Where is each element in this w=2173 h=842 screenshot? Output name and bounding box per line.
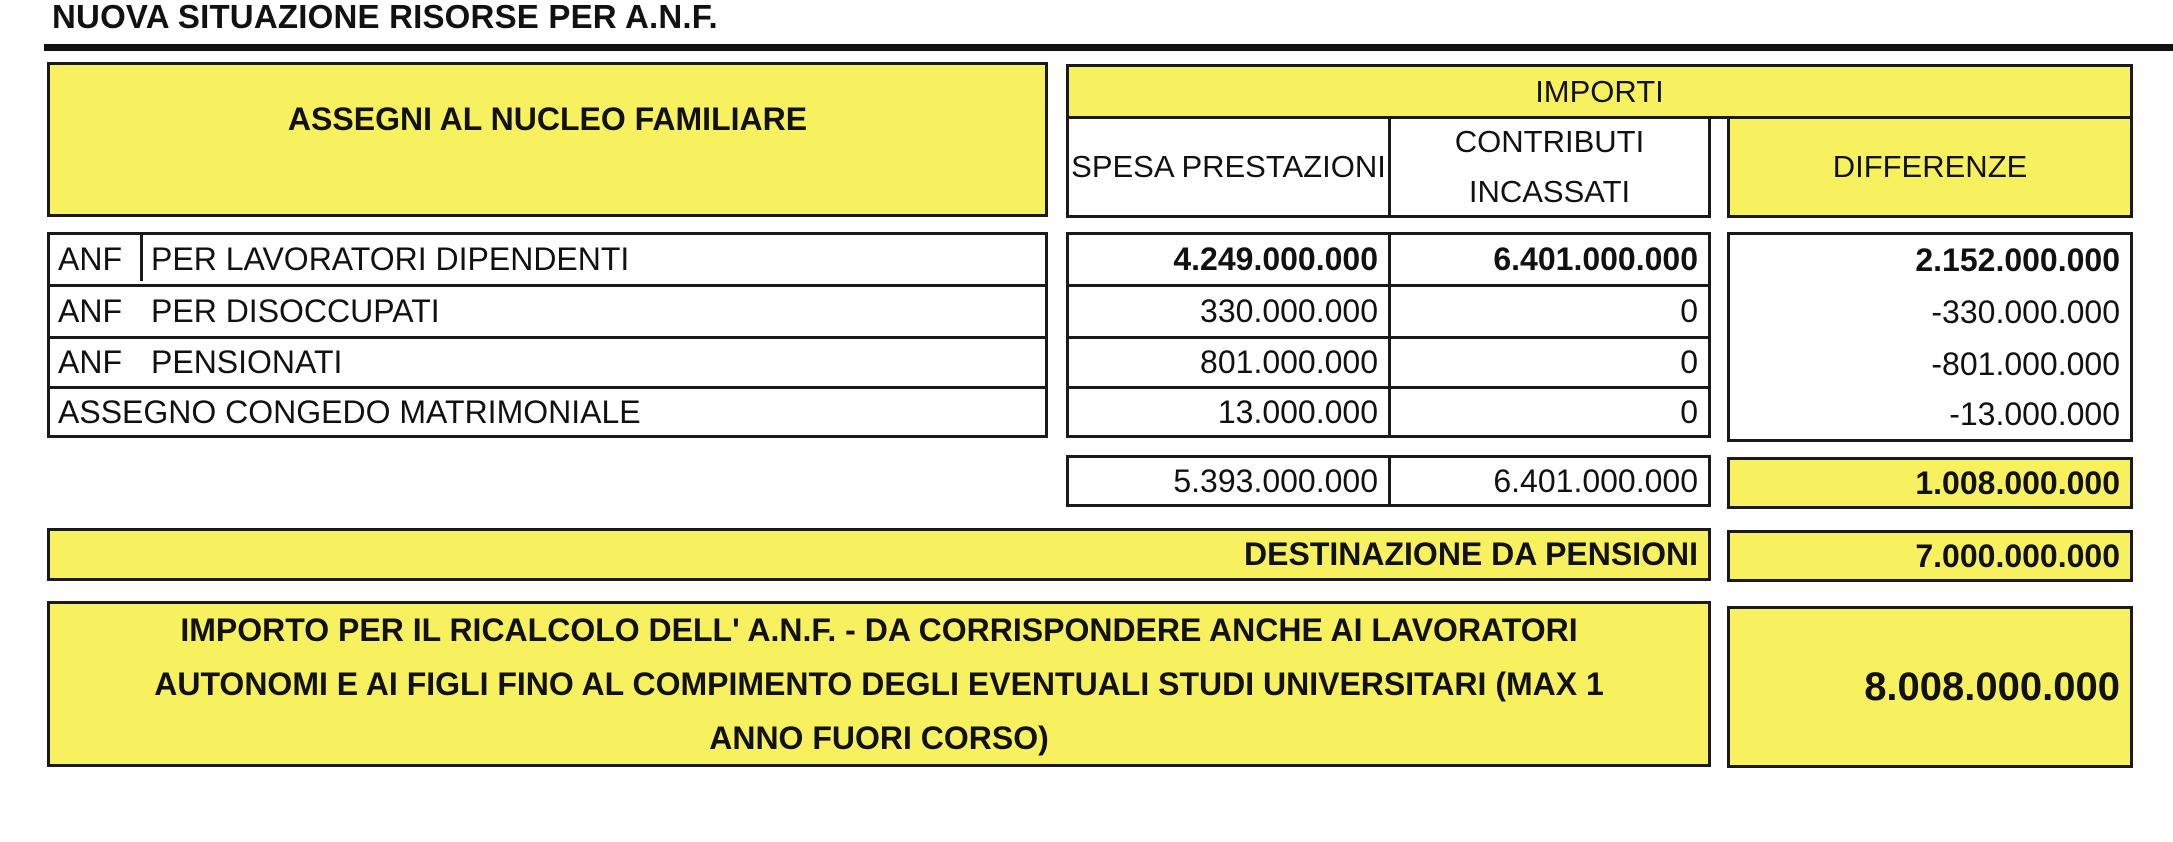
totals-importi: [1066, 455, 1711, 507]
row-prefix: ANF: [58, 241, 122, 277]
row-prefix: ANF: [58, 293, 122, 329]
row-differenze: -330.000.000: [1931, 293, 2120, 330]
row-spesa: 4.249.000.000: [1173, 241, 1378, 277]
destinazione-label: DESTINAZIONE DA PENSIONI: [47, 528, 1711, 581]
row-spesa: 330.000.000: [1200, 293, 1378, 329]
destinazione-value: 7.000.000.000: [1727, 530, 2133, 582]
rows-importi: [1066, 232, 1711, 438]
title-rule: [44, 44, 2173, 51]
rows-left: [47, 232, 1048, 438]
row-spesa: 801.000.000: [1200, 344, 1378, 380]
page-title: NUOVA SITUAZIONE RISORSE PER A.N.F.: [52, 0, 718, 35]
row-differenze: 2.152.000.000: [1915, 241, 2120, 278]
total-differenze: 1.008.000.000: [1727, 457, 2133, 509]
row-contributi: 0: [1680, 293, 1698, 329]
ricalcolo-box: [47, 601, 1711, 767]
spesa-header: SPESA PRESTAZIONI: [1071, 149, 1386, 184]
row-spesa: 13.000.000: [1217, 393, 1378, 430]
total-spesa: 5.393.000.000: [1173, 462, 1378, 499]
row-contributi: 0: [1680, 344, 1698, 380]
ricalcolo-line: AUTONOMI E AI FIGLI FINO AL COMPIMENTO DEGLI EVENTUALI STUDI UNIVERSITARI (MAX 1: [154, 666, 1604, 702]
row-differenze: -13.000.000: [1949, 395, 2120, 432]
row-label: PER LAVORATORI DIPENDENTI: [151, 241, 630, 277]
ricalcolo-line: ANNO FUORI CORSO): [709, 720, 1049, 756]
row-label: PENSIONATI: [151, 344, 343, 380]
total-contributi: 6.401.000.000: [1493, 462, 1698, 499]
row-label: PER DISOCCUPATI: [151, 293, 440, 329]
ricalcolo-value: 8.008.000.000: [1727, 606, 2133, 768]
importi-subheader: [1066, 116, 1711, 218]
importi-header: IMPORTI: [1066, 64, 2133, 119]
main-header: ASSEGNI AL NUCLEO FAMILIARE: [47, 62, 1048, 217]
row-contributi: 6.401.000.000: [1493, 241, 1698, 277]
differenze-header: DIFFERENZE: [1727, 116, 2133, 218]
rows-differenze: [1727, 232, 2133, 442]
row-label: ASSEGNO CONGEDO MATRIMONIALE: [58, 393, 641, 430]
row-differenze: -801.000.000: [1931, 345, 2120, 382]
row-contributi: 0: [1680, 393, 1698, 430]
contributi-header: CONTRIBUTI INCASSATI: [1454, 124, 1645, 209]
row-prefix: ANF: [58, 344, 122, 380]
ricalcolo-line: IMPORTO PER IL RICALCOLO DELL' A.N.F. - DA CORRISPONDERE ANCHE AI LAVORATORI: [180, 612, 1578, 648]
